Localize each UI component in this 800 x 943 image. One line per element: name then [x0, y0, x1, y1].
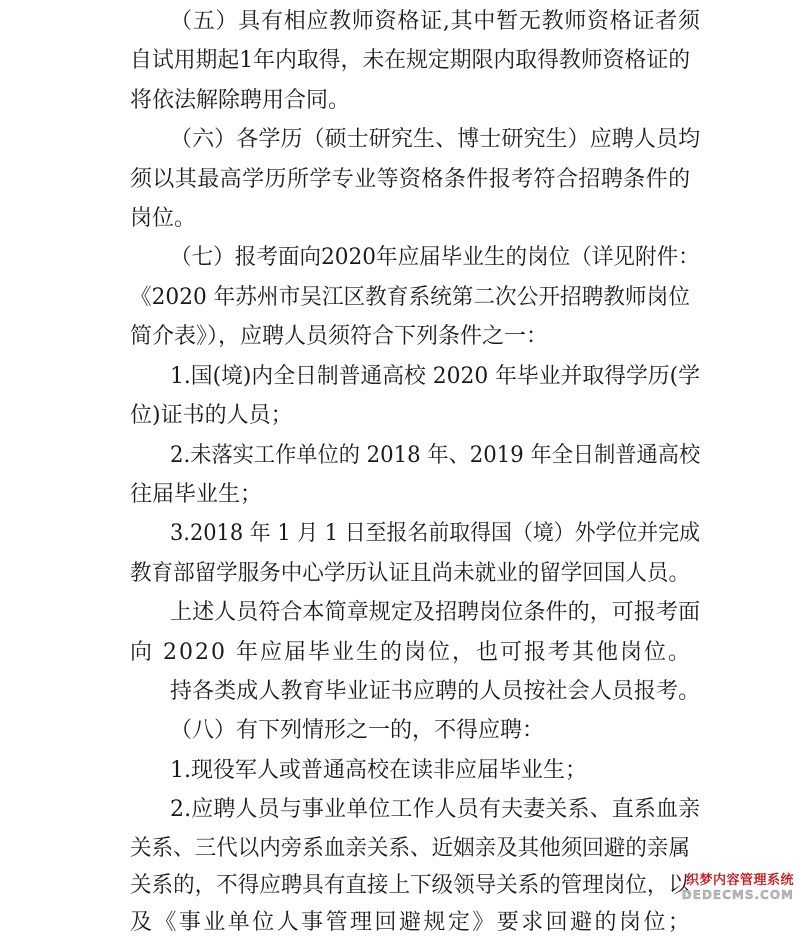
- text-line: 1.国(境)内全日制普通高校 2020 年毕业并取得学历(学: [170, 364, 700, 389]
- text-line: 简介表》），应聘人员须符合下列条件之一：: [130, 324, 549, 349]
- text-line: 须以其最高学历所学专业等资格条件报考符合招聘条件的: [130, 167, 691, 192]
- text-line: 3.2018 年 1 月 1 日至报名前取得国（境）外学位并完成: [170, 521, 701, 546]
- text-line: 关系、三代以内旁系血亲关系、近姻亲及其他须回避的亲属: [130, 836, 691, 861]
- text-line: （六）各学历（硕士研究生、博士研究生）应聘人员均: [170, 127, 701, 152]
- watermark-title: 织梦内容管理系统: [685, 873, 794, 889]
- text-line: 教育部留学服务中心学历认证且尚未就业的留学回国人员。: [130, 561, 691, 586]
- text-line: 2.应聘人员与事业单位工作人员有夫妻关系、直系血亲: [170, 797, 701, 822]
- text-line: （七）报考面向2020年应届毕业生的岗位（详见附件：: [170, 245, 700, 270]
- text-line: 位)证书的人员；: [130, 403, 293, 428]
- text-line: 往届毕业生；: [130, 482, 263, 507]
- watermark-domain: DEDECMS.COM: [681, 888, 794, 903]
- text-line: 2.未落实工作单位的 2018 年、2019 年全日制普通高校: [170, 443, 701, 468]
- watermark-logo: [682, 874, 794, 903]
- text-line: （八）有下列情形之一的，不得应聘：: [170, 718, 545, 743]
- text-line: 持各类成人教育毕业证书应聘的人员按社会人员报考。: [170, 679, 701, 704]
- text-line: 向 2020 年应届毕业生的岗位，也可报考其他岗位。: [130, 640, 692, 665]
- text-line: （五）具有相应教师资格证,其中暂无教师资格证者须: [170, 9, 701, 34]
- text-line: 《2020 年苏州市吴江区教育系统第二次公开招聘教师岗位: [130, 285, 690, 310]
- text-line: 1.现役军人或普通高校在读非应届毕业生；: [170, 758, 587, 783]
- text-line: 岗位。: [130, 206, 197, 231]
- text-line: 及《事业单位人事管理回避规定》要求回避的岗位；: [130, 910, 693, 935]
- text-line: 关系的，不得应聘具有直接上下级领导关系的管理岗位，以: [130, 873, 691, 898]
- text-line: 自试用期起1年内取得，未在规定期限内取得教师资格证的: [130, 48, 691, 73]
- text-line: 将依法解除聘用合同。: [130, 88, 351, 113]
- text-line: 上述人员符合本简章规定及招聘岗位条件的，可报考面: [170, 600, 701, 625]
